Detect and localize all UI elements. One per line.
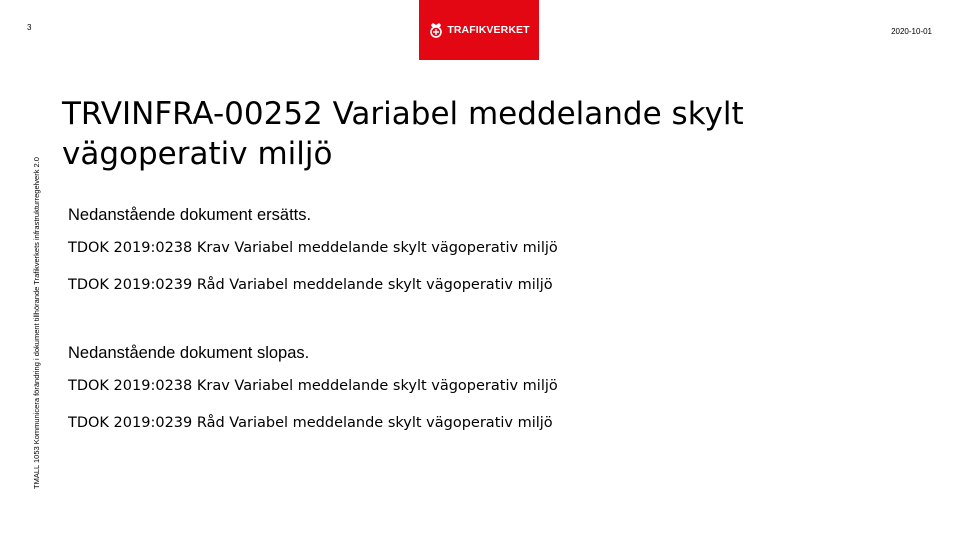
removed-document-item: TDOK 2019:0238 Krav Variabel meddelande skylt vägoperativ miljö bbox=[68, 378, 558, 394]
replaced-document-item: TDOK 2019:0239 Råd Variabel meddelande skylt vägoperativ miljö bbox=[68, 277, 553, 293]
crown-emblem-icon bbox=[428, 21, 444, 39]
removed-document-item: TDOK 2019:0239 Råd Variabel meddelande skylt vägoperativ miljö bbox=[68, 415, 553, 431]
logo-content bbox=[428, 21, 529, 39]
page-title-line-1: TRVINFRA-00252 Variabel meddelande skylt bbox=[62, 96, 744, 132]
date: 2020-10-01 bbox=[891, 27, 932, 36]
page-title-line-2: vägoperativ miljö bbox=[62, 136, 333, 172]
replaced-document-item: TDOK 2019:0238 Krav Variabel meddelande skylt vägoperativ miljö bbox=[68, 240, 558, 256]
template-side-text: TMALL 1053 Kommunicera förändring i dokument tillhörande Trafikverkets infrastrukturregelverk 2.0 bbox=[32, 157, 41, 489]
logo-text: TRAFIKVERKET bbox=[447, 24, 530, 36]
removed-section-heading: Nedanstående dokument slopas. bbox=[68, 344, 310, 362]
page-number: 3 bbox=[27, 23, 32, 32]
replaced-section-heading: Nedanstående dokument ersätts. bbox=[68, 206, 312, 224]
page-title bbox=[62, 94, 922, 174]
trafikverket-logo bbox=[419, 0, 539, 60]
